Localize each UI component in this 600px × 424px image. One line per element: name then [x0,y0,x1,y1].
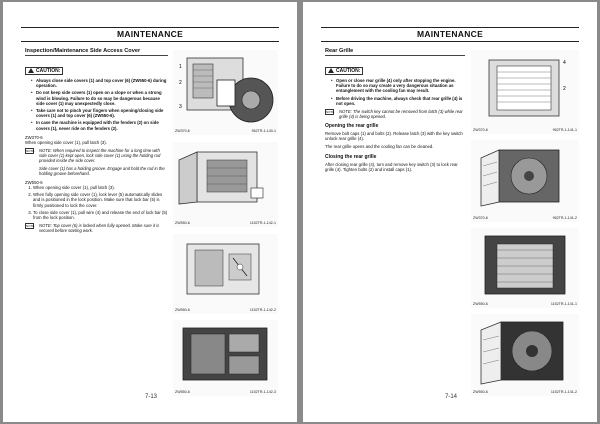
figure-ref: 1152TR-1-142-2 [249,308,276,312]
page-number: 7-13 [145,394,158,400]
model-label: ZW550-6 [25,180,43,186]
warning-icon [28,68,34,73]
note: NOTE NOTE: Top cover (6) is locked when fully opened. Make sure it is secured before starting work. [26,223,160,234]
figure-side-cover-open [173,142,278,227]
figure-machine-side-cover [173,50,278,135]
grille-zw550-illustration [471,228,579,308]
figure-ref: 1152TR-1-141-2 [550,390,577,394]
right-text-column [325,48,465,175]
svg-text:3: 3 [179,104,182,110]
section-title: Rear Grille [325,48,465,56]
caution-item: • In case the machine is equipped with the fenders (2) on side covers (1), never ride on the fenders (2). [31,120,168,130]
caution-list [331,78,465,106]
caution-label: CAUTION: [325,67,363,75]
caution-item: • Open or close rear grille (4) only after stopping the engine. Failure to do so may create a very dangerous situation as entanglement with the cooling fan may result. [331,78,465,94]
figure-model: ZW550-6 [175,221,190,225]
caution-item: • Before driving the machine, always check that rear grille (4) is not open. [331,96,465,106]
top-cover-illustration [173,320,278,396]
warning-icon [328,68,334,73]
figure-ref: 1152TR-1-142-3 [249,390,276,394]
figure-lock-lever [173,234,278,314]
step-item: 3. To close side cover (1), pull wire (4) and release the end of lock bar (5) from the lock position. [33,210,168,220]
caution-item: • Do not keep side covers (1) open on a slope or when a strong wind is blowing. Failure to do so may be dangerous because side cover (1) may unexpectedly close. [31,90,168,106]
svg-text:1: 1 [179,64,182,70]
figure-top-cover [173,320,278,396]
step-item: 2. When fully opening side cover (1), lock lever (5) automatically slides and is positioned in the lock position. Make sure that lock bar (5) is firmly positioned to lock the cover. [33,192,168,208]
step-list [33,185,168,220]
figure-model: ZW370-6 [473,216,488,220]
figure-ref: 1152TR-1-142-1 [249,221,276,225]
subheading-closing: Closing the rear grille [325,153,377,160]
figure-rear-grille-zw550-open [471,314,579,396]
figure-model: ZW370-6 [175,129,190,133]
left-text-column [25,48,168,236]
figure-ref: 952TR-1-141-2 [552,216,577,220]
note-icon: NOTE [326,110,335,115]
note: NOTE NOTE: When required to inspect the machine for a long time with side cover (1) kept open, lock side cover (1) using the holding rod provided inside the side cover. [26,148,161,164]
step-item: 1. When opening side cover (1), pull latch (3). [33,185,168,190]
note-icon: NOTE [26,149,35,154]
paragraph: After closing rear grille (4), turn and remove key switch (3) to lock rear grille (4). Tighten bolts (2) and install caps (1). [325,161,458,172]
left-page [3,2,297,422]
paragraph: Remove bolt caps (1) and bolts (2). Release latch (3) with the key switch unlock rear grille (4). [325,131,463,142]
cover-illustration [173,142,278,227]
paragraph: The rear grille opens and the cooling fan can be cleaned. [325,144,434,150]
right-page [303,2,597,422]
machine-illustration [173,50,278,135]
note-continued: Side cover (1) has a holding groove. Engage and hold the rod in the holding groove beforehand. [39,166,165,177]
grille-illustration [471,50,579,134]
caution-item: • Take care not to pinch your fingers when opening/closing side covers (1) and top cover (6) (ZW550-6). [31,108,168,118]
figure-rear-grille-open [471,140,579,222]
figure-model: ZW550-6 [473,390,488,394]
figure-rear-grille-zw550-closed [471,228,579,308]
figure-ref: 952TR-1-140-1 [251,129,276,133]
grille-zw550-open-illustration [471,314,579,396]
caution-item: • Always close side covers (1) and top cover (6) (ZW550-6) during operation. [31,78,168,88]
figure-model: ZW550-6 [175,308,190,312]
figure-ref: 952TR-1-141-1 [552,128,577,132]
figure-model: ZW550-6 [175,390,190,394]
lock-illustration [173,234,278,314]
figure-rear-grille-closed [471,50,579,134]
svg-text:2: 2 [179,80,182,86]
model-label: ZW370-6 [25,134,43,140]
note-icon: NOTE [26,224,35,229]
page-number: 7-14 [445,394,458,400]
page-header: MAINTENANCE [21,27,279,42]
paragraph: When opening side cover (1), pull latch (3). [25,139,107,145]
figure-model: ZW370-6 [473,128,488,132]
figure-ref: 1152TR-1-141-1 [550,302,577,306]
caution-list [31,78,168,131]
section-title: Inspection/Maintenance Side Access Cover [25,48,168,56]
svg-text:2: 2 [563,86,566,92]
page-header: MAINTENANCE [321,27,579,42]
figure-model: ZW550-6 [473,302,488,306]
subheading-opening: Opening the rear grille [325,123,379,130]
caution-label: CAUTION: [25,67,63,75]
note: NOTE NOTE: The switch key cannot be removed from latch (3) while rear grille (4) is being opened. [326,109,463,120]
svg-text:4: 4 [563,60,566,66]
grille-open-illustration [471,140,579,222]
